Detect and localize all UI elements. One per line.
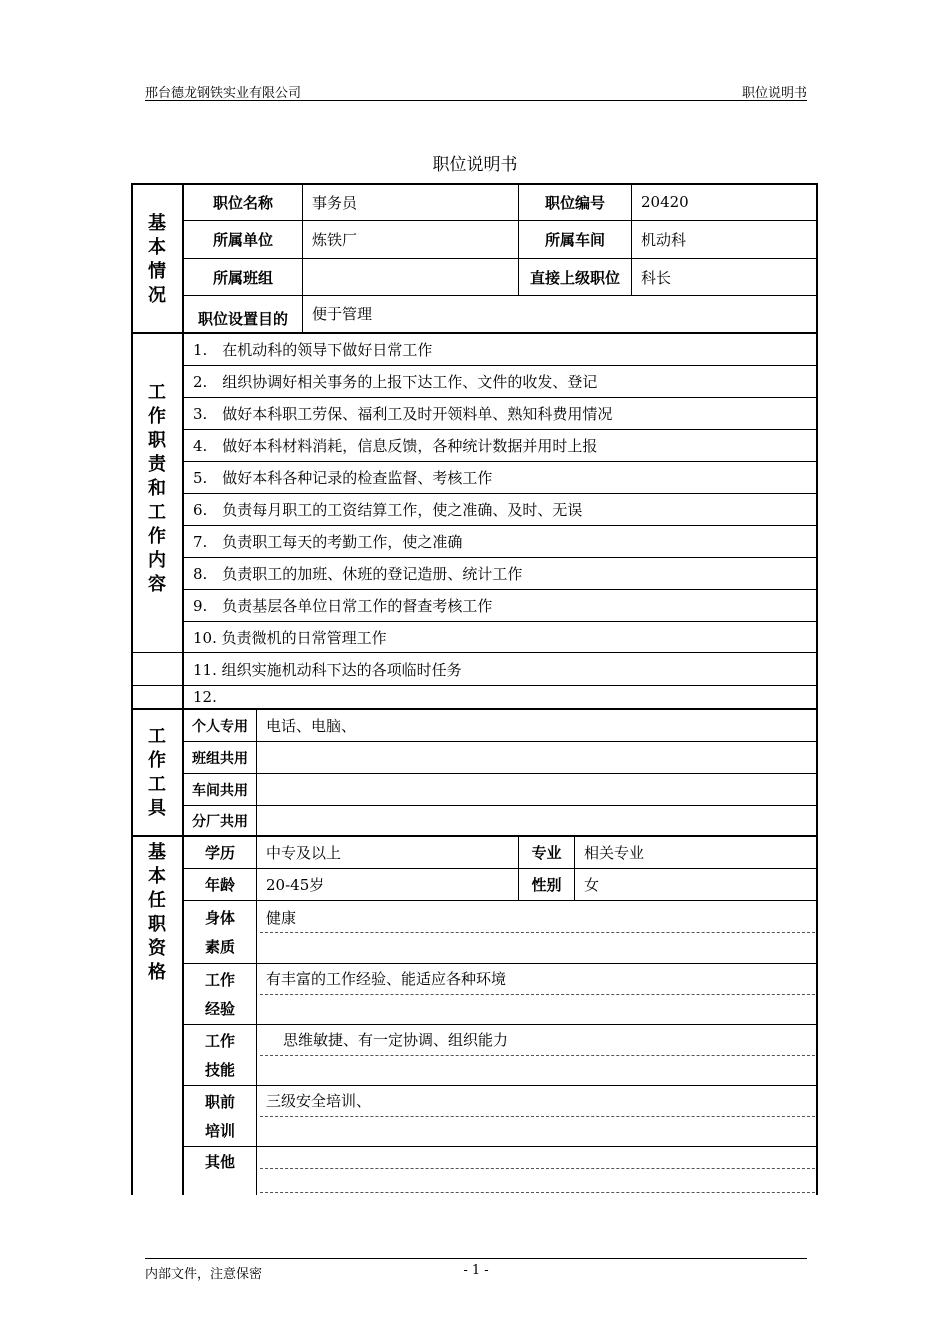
job-name-value: 事务员 [312,193,358,212]
other-dashed-line-1 [260,1168,815,1169]
training-label-1: 职前 [204,1092,235,1111]
duty-item-1: 1. 在机动科的领导下做好日常工作 [193,341,433,359]
purpose-value: 便于管理 [312,304,373,323]
tool-workshop-label: 车间共用 [192,782,248,799]
duty-item-6: 6. 负责每月职工的工资结算工作，使之准确、及时、无误 [193,501,583,519]
superior-value: 科长 [641,268,672,287]
major-label: 专业 [531,844,562,862]
experience-label-2: 经验 [204,999,235,1018]
training-label-2: 培训 [204,1121,235,1140]
tool-workshop-value [257,774,817,805]
duty-item-9: 9. 负责基层各单位日常工作的督查考核工作 [193,597,493,615]
tool-team-label: 班组共用 [192,750,248,767]
confidential-note: 内部文件，注意保密 [145,1267,263,1282]
purpose-label: 职位设置目的 [197,309,288,328]
skill-label-2: 技能 [204,1060,235,1079]
duty-item-12: 12. [193,688,217,706]
other-dashed-line-2 [260,1192,815,1193]
duty-item-3: 3. 做好本科职工劳保、福利工及时开领料单、熟知科费用情况 [193,405,613,423]
other-label: 其他 [204,1152,235,1171]
duty-item-8: 8. 负责职工的加班、休班的登记造册、统计工作 [193,565,523,583]
gender-value: 女 [584,876,600,894]
tool-personal-value: 电话、电脑、 [266,717,357,735]
experience-dashed-line [260,994,815,995]
other-value [257,1147,817,1169]
duty-item-7: 7. 负责职工每天的考勤工作，使之准确 [193,533,463,551]
skill-label-1: 工作 [204,1031,235,1050]
major-value: 相关专业 [584,844,645,862]
section-duties: 工 作 职 责 和 工 作 内 容 [148,382,166,595]
tool-branch-value [257,806,817,835]
superior-label: 直接上级职位 [529,268,620,287]
skill-dashed-line [260,1055,815,1056]
tool-branch-label: 分厂共用 [192,813,248,830]
team-label: 所属班组 [212,268,273,287]
experience-label-1: 工作 [204,970,235,989]
job-name-label: 职位名称 [212,193,273,212]
duty-item-2: 2. 组织协调好相关事务的上报下达工作、文件的收发、登记 [193,373,598,391]
unit-label: 所属单位 [212,231,273,249]
duty-item-10: 10. 负责微机的日常管理工作 [193,628,387,647]
section-tools: 工 作 工 具 [148,726,166,819]
page-header [145,80,807,101]
education-value: 中专及以上 [266,844,342,862]
tool-team-value [257,742,817,773]
job-code-label: 职位编号 [544,193,605,212]
experience-value: 有丰富的工作经验、能适应各种环境 [266,970,507,988]
workshop-label: 所属车间 [544,231,605,249]
unit-value: 炼铁厂 [312,231,358,249]
page-footer [145,1258,807,1281]
skill-value: 思维敏捷、有一定协调、组织能力 [283,1031,509,1049]
duty-item-11: 11. 组织实施机动科下达的各项临时任务 [193,660,462,679]
section-qualification: 基 本 任 职 资 格 [148,842,166,983]
page-number: - 1 - [463,1263,489,1278]
company-name: 邢台德龙钢铁实业有限公司 [145,86,302,101]
health-label-2: 素质 [204,937,235,956]
tool-personal-label: 个人专用 [192,718,248,735]
job-code-value: 20420 [641,193,689,211]
duty-item-5: 5. 做好本科各种记录的检查监督、考核工作 [193,469,493,487]
education-label: 学历 [204,844,235,862]
health-value: 健康 [266,908,297,927]
training-value: 三级安全培训、 [266,1092,372,1110]
age-label: 年龄 [204,876,235,894]
workshop-value: 机动科 [641,231,687,249]
team-value [303,259,518,295]
age-value: 20-45岁 [266,876,325,894]
duty-item-4: 4. 做好本科材料消耗，信息反馈，各种统计数据并用时上报 [193,437,598,455]
page-title: 职位说明书 [432,155,518,175]
health-dashed-line [260,932,815,933]
gender-label: 性别 [531,876,562,894]
section-basic-info: 基 本 情 况 [148,213,166,306]
training-dashed-line [260,1116,815,1117]
doc-type: 职位说明书 [741,86,807,101]
health-label-1: 身体 [204,908,235,927]
